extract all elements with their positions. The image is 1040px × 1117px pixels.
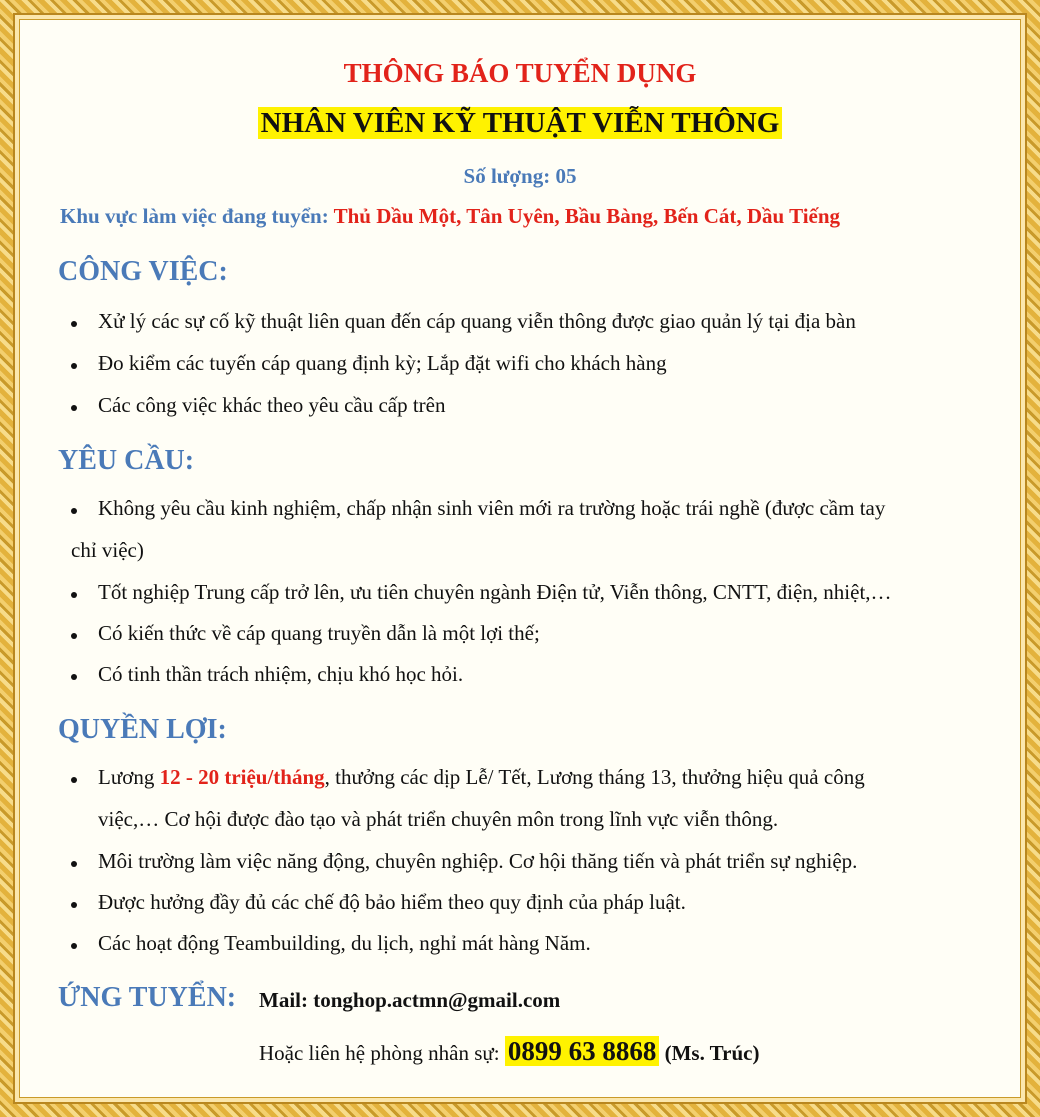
requirement-item: Có kiến thức về cáp quang truyền dẫn là một lợi thế; [98, 621, 540, 645]
bullet-icon [71, 592, 77, 598]
benefit-item: Được hưởng đầy đủ các chế độ bảo hiểm theo quy định của pháp luật. [98, 890, 686, 914]
bullet-icon [71, 321, 77, 327]
bullet-icon [71, 363, 77, 369]
job-item: Xử lý các sự cố kỹ thuật liên quan đến cáp quang viễn thông được giao quản lý tại địa bàn [98, 309, 856, 333]
requirement-item: Không yêu cầu kinh nghiệm, chấp nhận sinh viên mới ra trường hoặc trái nghề (được cầm tay [98, 496, 886, 520]
work-area-label: Khu vực làm việc đang tuyển: [60, 204, 329, 228]
phone-number: 0899 63 8868 [505, 1036, 660, 1066]
salary-prefix: Lương [98, 765, 160, 789]
job-item: Các công việc khác theo yêu cầu cấp trên [98, 393, 446, 417]
contact-prefix: Hoặc liên hệ phòng nhân sự: [259, 1041, 505, 1065]
salary-suffix: , thưởng các dịp Lễ/ Tết, Lương tháng 13, thưởng hiệu quả công [324, 765, 865, 789]
bullet-icon [71, 902, 77, 908]
bullet-icon [71, 943, 77, 949]
position-title: NHÂN VIÊN KỸ THUẬT VIỄN THÔNG [258, 107, 783, 139]
work-area [60, 204, 840, 229]
bullet-icon [71, 861, 77, 867]
benefit-salary-continuation: việc,… Cơ hội được đào tạo và phát triển chuyên môn trong lĩnh vực viễn thông. [98, 807, 779, 831]
benefit-item: Môi trường làm việc năng động, chuyên nghiệp. Cơ hội thăng tiến và phát triển sự nghiệp. [98, 849, 858, 873]
apply-heading: ỨNG TUYỂN: [58, 982, 237, 1013]
requirement-item-continuation: chỉ việc) [71, 538, 144, 562]
job-heading: CÔNG VIỆC: [58, 256, 228, 287]
benefits-heading: QUYỀN LỢI: [58, 714, 227, 745]
benefit-salary [98, 765, 865, 790]
benefit-item: Các hoạt động Teambuilding, du lịch, nghỉ mát hàng Năm. [98, 931, 591, 955]
hr-contact [259, 1036, 759, 1067]
requirement-item: Có tinh thần trách nhiệm, chịu khó học hỏi. [98, 662, 464, 686]
requirements-heading: YÊU CẦU: [58, 445, 195, 476]
bullet-icon [71, 633, 77, 639]
position-title-wrap [0, 107, 1040, 140]
work-area-value: Thủ Dầu Một, Tân Uyên, Bầu Bàng, Bến Cát, Dầu Tiếng [333, 204, 841, 228]
notice-title: THÔNG BÁO TUYỂN DỤNG [343, 58, 697, 88]
bullet-icon [71, 777, 77, 783]
contact-person: (Ms. Trúc) [659, 1041, 760, 1065]
salary-value: 12 - 20 triệu/tháng [159, 765, 325, 789]
apply-email: Mail: tonghop.actmn@gmail.com [259, 988, 561, 1012]
bullet-icon [71, 674, 77, 680]
quantity: Số lượng: 05 [463, 164, 577, 188]
bullet-icon [71, 405, 77, 411]
job-item: Đo kiểm các tuyến cáp quang định kỳ; Lắp đặt wifi cho khách hàng [98, 351, 667, 375]
requirement-item: Tốt nghiệp Trung cấp trở lên, ưu tiên chuyên ngành Điện tử, Viễn thông, CNTT, điện, nhiệt,… [98, 580, 892, 604]
bullet-icon [71, 508, 77, 514]
